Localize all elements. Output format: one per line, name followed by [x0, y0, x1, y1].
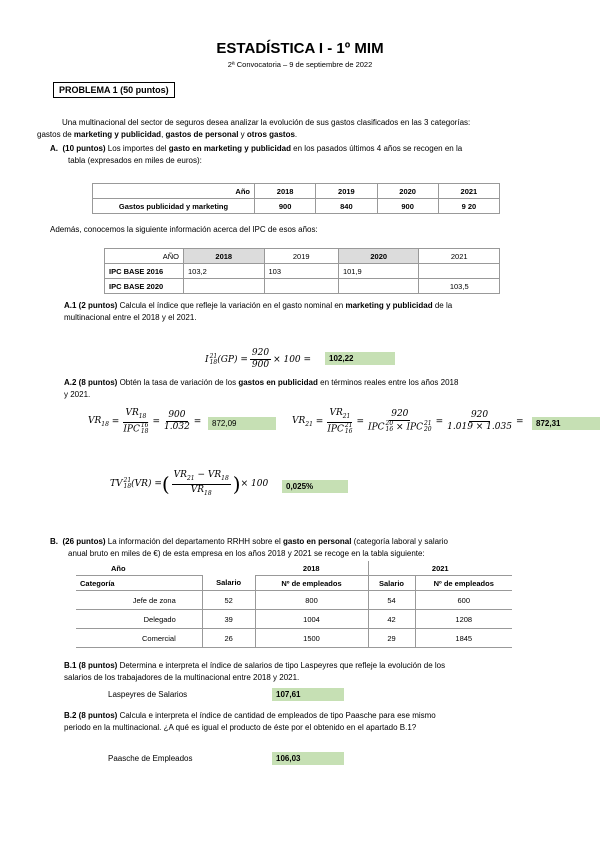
vr21-answer: 872,31	[532, 417, 600, 430]
table-row: Jefe de zona 52 800 54 600	[76, 591, 512, 610]
table-row: Comercial 26 1500 29 1845	[76, 629, 512, 648]
col-header: Nº de empleados	[415, 576, 512, 591]
part-b-statement: B. (26 puntos) La información del departamento RRHH sobre el gasto en personal (categoría laboral y salario	[50, 537, 448, 546]
a1-statement-2: multinacional entre el 2018 y el 2021.	[64, 313, 197, 322]
col-header: Salario	[368, 576, 415, 591]
intro-line-1: Una multinacional del sector de seguros desea analizar la evolución de sus gastos clasificados en las 3 categorías:	[62, 118, 471, 127]
part-a-statement: A. (10 puntos) Los importes del gasto en marketing y publicidad en los pasados últimos 4 años se recogen en la	[50, 144, 463, 153]
paasche-label: Paasche de Empleados	[108, 754, 193, 763]
header-cell: 2019	[264, 249, 338, 264]
table-cell: 840	[316, 199, 377, 214]
table-cell: 900	[377, 199, 438, 214]
table-cell: 103	[264, 264, 338, 279]
row-label: Gastos publicidad y marketing	[93, 199, 255, 214]
employees-table	[76, 561, 512, 648]
tv-formula: TV 21 18 (VR) = ( $\frac{VR_{21} - VR_{18}}{VR_{18}}$ ) × 100	[110, 470, 269, 497]
a1-answer: 102,22	[325, 352, 395, 365]
ipc-intro: Además, conocemos la siguiente información acerca del IPC de esos años:	[50, 225, 318, 234]
year-label: Año	[111, 563, 126, 573]
header-cell: 2021	[419, 249, 500, 264]
a1-formula: I 21 18 (GP) = $\frac{920}{900}$ × 100 =	[205, 348, 312, 370]
page-title: ESTADÍSTICA I - 1º MIM	[216, 40, 384, 57]
b2-statement-2: periodo en la multinacional. ¿A qué es igual el producto de éste por el obtenido en el apartado B.1?	[64, 723, 417, 732]
table-cell: 900	[255, 199, 316, 214]
header-cell: 2020	[338, 249, 419, 264]
year-2021: 2021	[368, 561, 512, 576]
header-cell: 2019	[316, 184, 377, 199]
a2-statement-2: y 2021.	[64, 390, 91, 399]
table-cell: 103,5	[419, 279, 500, 294]
laspeyres-answer: 107,61	[272, 688, 344, 701]
table-cell	[338, 279, 419, 294]
header-cell: 2021	[438, 184, 499, 199]
header-cell: Año	[93, 184, 255, 199]
header-cell: AÑO	[105, 249, 184, 264]
part-b-statement-2: anual bruto en miles de €) de esta empresa en los años 2018 y 2021 se recoge en la tabla siguiente:	[68, 549, 425, 558]
tv-answer: 0,025%	[282, 480, 348, 493]
exam-date: 2ª Convocatoria – 9 de septiembre de 2022	[227, 60, 373, 69]
year-2018: 2018	[255, 561, 368, 576]
col-header: Categoría	[76, 576, 202, 591]
row-label: IPC BASE 2020	[105, 279, 184, 294]
header-cell: 2020	[377, 184, 438, 199]
col-header: Nº de empleados	[255, 576, 368, 591]
header-cell: 2018	[184, 249, 265, 264]
problem-label: PROBLEMA 1 (50 puntos)	[53, 82, 175, 98]
table-cell	[419, 264, 500, 279]
b2-statement: B.2 (8 puntos) Calcula e interpreta el índice de cantidad de empleados de tipo Paasche para ese mismo	[64, 711, 436, 720]
intro-line-2: gastos de marketing y publicidad, gastos de personal y otros gastos.	[37, 130, 298, 139]
expenses-table	[92, 183, 500, 214]
table-cell: 103,2	[184, 264, 265, 279]
ipc-table	[104, 248, 500, 294]
table-cell: 9 20	[438, 199, 499, 214]
paasche-answer: 106,03	[272, 752, 344, 765]
table-cell	[184, 279, 265, 294]
laspeyres-label: Laspeyres de Salarios	[108, 690, 188, 699]
b1-statement: B.1 (8 puntos) Determina e interpreta el índice de salarios de tipo Laspeyres que refleje la evolución de los	[64, 661, 446, 670]
a2-statement: A.2 (8 puntos) Obtén la tasa de variación de los gastos en publicidad en términos reales entre los años 2018	[64, 378, 459, 387]
b1-statement-2: salarios de los trabajadores de la multinacional entre 2018 y 2021.	[64, 673, 300, 682]
table-cell	[264, 279, 338, 294]
vr21-formula: $VR_{21}$ = $VR_{21}$ IPC 21 16 = 920 IPC 20 16 × IPC 21 20 = $\frac{920}{1.019 \times 1.035}$ =	[292, 408, 524, 435]
a1-statement: A.1 (2 puntos) Calcula el índice que refleje la variación en el gasto nominal en marketing y publicidad de la	[64, 301, 453, 310]
table-cell: 101,9	[338, 264, 419, 279]
col-header: Salario	[202, 576, 255, 591]
header-cell: 2018	[255, 184, 316, 199]
vr18-answer: 872,09	[208, 417, 276, 430]
row-label: IPC BASE 2016	[105, 264, 184, 279]
table-row: Delegado 39 1004 42 1208	[76, 610, 512, 629]
part-a-statement-2: tabla (expresados en miles de euros):	[68, 156, 202, 165]
vr18-formula: $VR_{18}$ = $VR_{18}$ IPC 16 18 = $\frac{900}{1.032}$ =	[88, 408, 202, 435]
